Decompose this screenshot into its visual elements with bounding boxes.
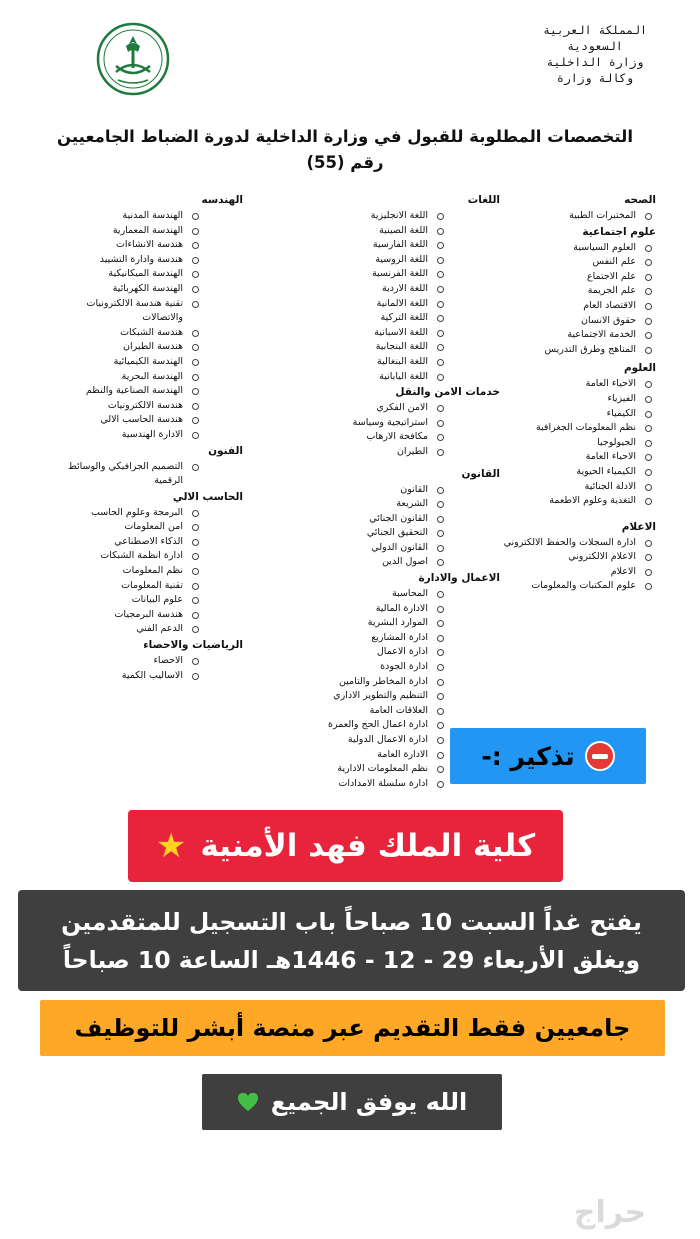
- list-item: المحاسبة: [328, 587, 448, 602]
- list-item: اللغة الاسبانية: [328, 326, 448, 341]
- section-health: الصحه: [624, 194, 656, 206]
- registration-notice: [18, 890, 685, 991]
- section-media: الاعلام: [621, 520, 656, 533]
- list-item: العلاقات العامة: [328, 704, 448, 719]
- list-item: هندسة وادارة التشييد: [68, 253, 203, 268]
- list-item: اللغة الفارسية: [328, 238, 448, 253]
- list-item: نظم المعلومات الجغرافية: [504, 421, 656, 436]
- list-item: اللغة الصينية: [328, 224, 448, 239]
- list-item: اللغة الانجليزية: [328, 209, 448, 224]
- list-item: البرمجة وعلوم الحاسب: [68, 506, 203, 521]
- list-item: مكافحة الارهاب: [328, 430, 448, 445]
- list-item: اللغة اليابانية: [328, 370, 448, 385]
- list-item: الموارد البشرية: [328, 616, 448, 631]
- list-item: اللغة الروسية: [328, 253, 448, 268]
- list-item: الهندسة الكهربائية: [68, 282, 203, 297]
- list-item: الاحياء العامة: [504, 377, 656, 392]
- section-math: الرياضيات والاحصاء: [143, 639, 243, 652]
- list-item: الهندسة الميكانيكية: [68, 267, 203, 282]
- list-item: الشريعة: [328, 497, 448, 512]
- list-item-continuation: الرقمية: [154, 475, 183, 487]
- list-item: استراتيجية وسياسة: [328, 416, 448, 431]
- list-item: اللغة الاردية: [328, 282, 448, 297]
- college-name: كلية الملك فهد الأمنية: [200, 828, 536, 864]
- no-entry-icon: [585, 741, 615, 771]
- section-languages: اللغات: [467, 194, 500, 206]
- section-business: الاعمال والادارة: [418, 572, 500, 585]
- list-item: التغذية وعلوم الاطعمة: [504, 494, 656, 509]
- list-item: هندسة الطيران: [68, 340, 203, 355]
- list-item: الاعلام الالكتروني: [504, 550, 656, 565]
- list-item: المناهج وطرق التدريس: [504, 343, 656, 358]
- list-item: علوم المكتبات والمعلومات: [504, 579, 656, 594]
- graduates-text: جامعيين فقط التقديم عبر منصة أبشر للتوظيف: [74, 1014, 631, 1042]
- list-item: هندسة البرمجيات: [68, 608, 203, 623]
- list-item: علم الجريمة: [504, 284, 656, 299]
- section-engineering: الهندسه: [201, 194, 243, 206]
- list-item: امن المعلومات: [68, 520, 203, 535]
- list-item: القانون الدولي: [328, 541, 448, 556]
- graduates-banner: [40, 1000, 665, 1056]
- list-item: الادارة العامة: [328, 748, 448, 763]
- list-item: الاحياء العامة: [504, 450, 656, 465]
- list-item: الفيزياء: [504, 392, 656, 407]
- list-item: اللغة البنجابية: [328, 340, 448, 355]
- list-item: الدعم الفني: [68, 622, 203, 637]
- list-item: الهندسة البحرية: [68, 370, 203, 385]
- list-item: نظم المعلومات الادارية: [328, 762, 448, 777]
- reminder-text: تذكير :-: [481, 741, 575, 771]
- section-computer: الحاسب الالي: [172, 490, 243, 503]
- title-line: التخصصات المطلوبة للقبول في وزارة الداخلية لدورة الضباط الجامعيين: [57, 127, 633, 146]
- list-item: الهندسة المدنية: [68, 209, 203, 224]
- college-banner: [128, 810, 563, 882]
- section-arts: الفنون: [208, 444, 243, 457]
- column-left: [67, 192, 243, 683]
- section-law: القانون: [461, 467, 500, 480]
- section-sciences: العلوم: [623, 362, 656, 375]
- list-item: الهندسة الكيميائية: [68, 355, 203, 370]
- saudi-emblem-icon: [96, 22, 170, 96]
- list-item: الادلة الجنائية: [504, 480, 656, 495]
- list-item: اللغة الالمانية: [328, 297, 448, 312]
- list-item: ادارة انظمة الشبكات: [68, 549, 203, 564]
- list-item: الكيمياء الحيوية: [504, 465, 656, 480]
- list-item: هندسة الشبكات: [68, 326, 203, 341]
- list-item: ادارة المشاريع: [328, 631, 448, 646]
- list-item: ادارة الاعمال: [328, 645, 448, 660]
- header-line: وزارة الداخلية: [546, 55, 644, 69]
- list-item: ادارة اعمال الحج والعمرة: [328, 718, 448, 733]
- list-item: الاساليب الكمية: [68, 669, 203, 684]
- list-item: الاعلام: [504, 565, 656, 580]
- page-title: [30, 124, 660, 176]
- list-item: اللغة التركية: [328, 311, 448, 326]
- watermark: حراج: [573, 1195, 647, 1230]
- column-right: [504, 192, 656, 594]
- list-item: الكيمياء: [504, 407, 656, 422]
- list-item: ادارة المخاطر والتامين: [328, 675, 448, 690]
- list-item: تقنية هندسة الالكترونيات: [68, 297, 203, 312]
- header-line: المملكة العربية: [543, 23, 647, 37]
- list-item: القانون: [328, 483, 448, 498]
- list-item: هندسة الحاسب الالي: [68, 413, 203, 428]
- list-item: الاحصاء: [68, 654, 203, 669]
- list-item-continuation: والاتصالات: [142, 312, 183, 324]
- list-item: الذكاء الاصطناعي: [68, 535, 203, 550]
- notice-line-close: ويغلق الأربعاء 29 - 12 - 1446هـ الساعة 10 صباحاً: [62, 945, 641, 974]
- column-middle: [328, 192, 500, 791]
- list-item: تقنية المعلومات: [68, 579, 203, 594]
- list-item: ادارة سلسلة الامدادات: [328, 777, 448, 792]
- list-item: علم الاجتماع: [504, 270, 656, 285]
- ministry-header: [520, 22, 670, 86]
- list-item: الامن الفكري: [328, 401, 448, 416]
- green-heart-icon: [237, 1091, 259, 1113]
- list-item: الادارة المالية: [328, 602, 448, 617]
- list-item: الخدمة الاجتماعية: [504, 328, 656, 343]
- wish-banner: [202, 1074, 502, 1130]
- list-item: الادارة الهندسية: [68, 428, 203, 443]
- list-item: هندسة الالكترونيات: [68, 399, 203, 414]
- list-item: علوم البيانات: [68, 593, 203, 608]
- list-item: هندسة الانشاءات: [68, 238, 203, 253]
- list-item: القانون الجنائي: [328, 512, 448, 527]
- list-item: الهندسة الصناعية والنظم: [68, 384, 203, 399]
- list-item: الطيران: [328, 445, 448, 460]
- list-item: الاقتصاد العام: [504, 299, 656, 314]
- list-item: التصميم الجرافيكي والوسائط: [68, 460, 203, 475]
- list-item: الهندسة المعمارية: [68, 224, 203, 239]
- notice-line-open: يفتح غداً السبت 10 صباحاً باب التسجيل للمتقدمين: [61, 907, 642, 936]
- list-item: ادارة السجلات والحفظ الالكتروني: [504, 536, 656, 551]
- list-item: نظم المعلومات: [68, 564, 203, 579]
- section-social: علوم اجتماعية: [582, 225, 656, 238]
- reminder-banner: [450, 728, 646, 784]
- list-item: علم النفس: [504, 255, 656, 270]
- list-item: ادارة الجودة: [328, 660, 448, 675]
- section-security: خدمات الامن والنقل: [395, 386, 500, 399]
- title-number: رقم (55): [306, 153, 384, 172]
- list-item: ادارة الاعمال الدولية: [328, 733, 448, 748]
- list-item: العلوم السياسية: [504, 241, 656, 256]
- list-item: التنظيم والتطوير الاداري: [328, 689, 448, 704]
- list-item: اصول الدين: [328, 555, 448, 570]
- wish-text: الله يوفق الجميع: [270, 1088, 468, 1116]
- list-item: الجيولوجيا: [504, 436, 656, 451]
- list-item: اللغة الفرنسية: [328, 267, 448, 282]
- star-icon: ★: [155, 826, 187, 866]
- header-line: السعودية: [567, 39, 623, 53]
- list-item: التحقيق الجنائي: [328, 526, 448, 541]
- list-item: اللغة البنغالية: [328, 355, 448, 370]
- list-item: المختبرات الطبية: [504, 209, 656, 224]
- list-item: حقوق الانسان: [504, 314, 656, 329]
- header-line: وكالة وزارة: [556, 71, 634, 85]
